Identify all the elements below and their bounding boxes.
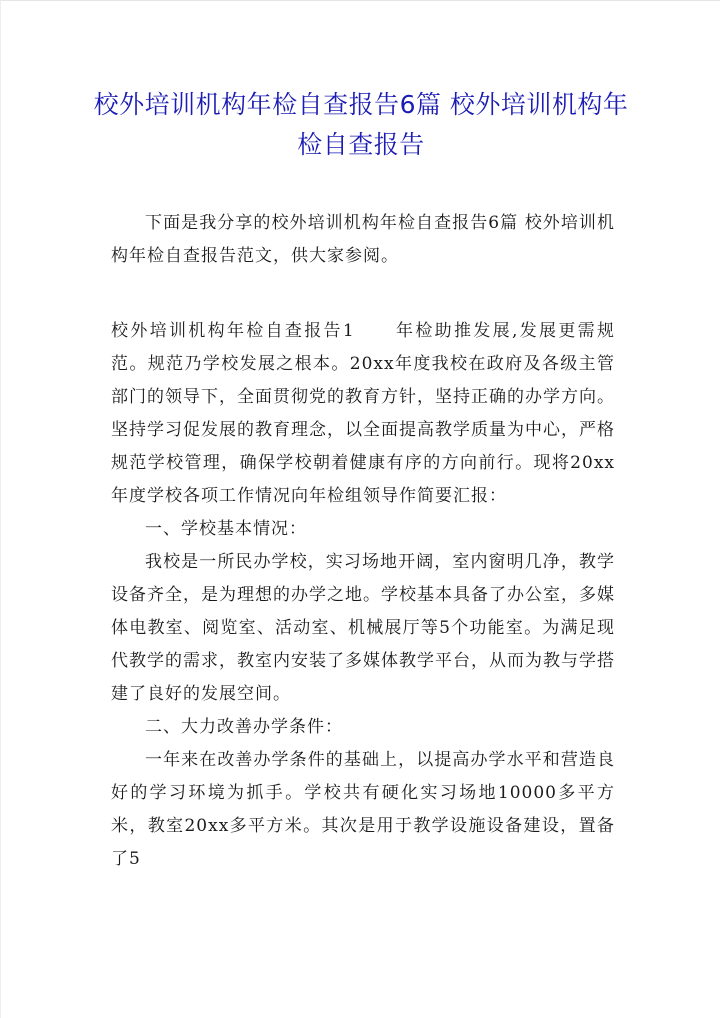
intro-block (111, 207, 615, 273)
paragraph-basic-info: 我校是一所民办学校，实习场地开阔，室内窗明几净，教学设备齐全，是为理想的办学之地。学校基本具备了办公室，多媒体电教室、阅览室、活动室、机械展厅等5个功能室。为满足现代教学的需求，教室内安装了多媒体教学平台，从而为教与学搭建了良好的发展空间。 (111, 552, 615, 704)
heading-basic-info: 一、学校基本情况： (145, 519, 307, 539)
section-label: 校外培训机构年检自查报告1 (111, 321, 355, 341)
section-first-paragraph (111, 315, 615, 513)
heading-improve-conditions: 二、大力改善办学条件： (145, 717, 343, 737)
section-first-text: 年检助推发展,发展更需规范。规范乃学校发展之根本。20xx年度我校在政府及各级主管部门的领导下，全面贯彻党的教育方针，坚持正确的办学方向。坚持学习促发展的教育理念，以全面提高教学质量为中心，严格规范学校管理，确保学校朝着健康有序的方向前行。现将20xx年度学校各项工作情况向年检组领导作简要汇报： (111, 321, 615, 506)
report-body (111, 315, 615, 876)
document-title: 校外培训机构年检自查报告6篇 校外培训机构年检自查报告 (93, 90, 629, 159)
paragraph-improve-conditions: 一年来在改善办学条件的基础上，以提高办学水平和营造良好的学习环境为抓手。学校共有硬化实习场地10000多平方米，教室20xx多平方米。其次是用于教学设施设备建设，置备了5 (111, 750, 615, 869)
intro-paragraph: 下面是我分享的校外培训机构年检自查报告6篇 校外培训机构年检自查报告范文，供大家参阅。 (111, 213, 615, 266)
